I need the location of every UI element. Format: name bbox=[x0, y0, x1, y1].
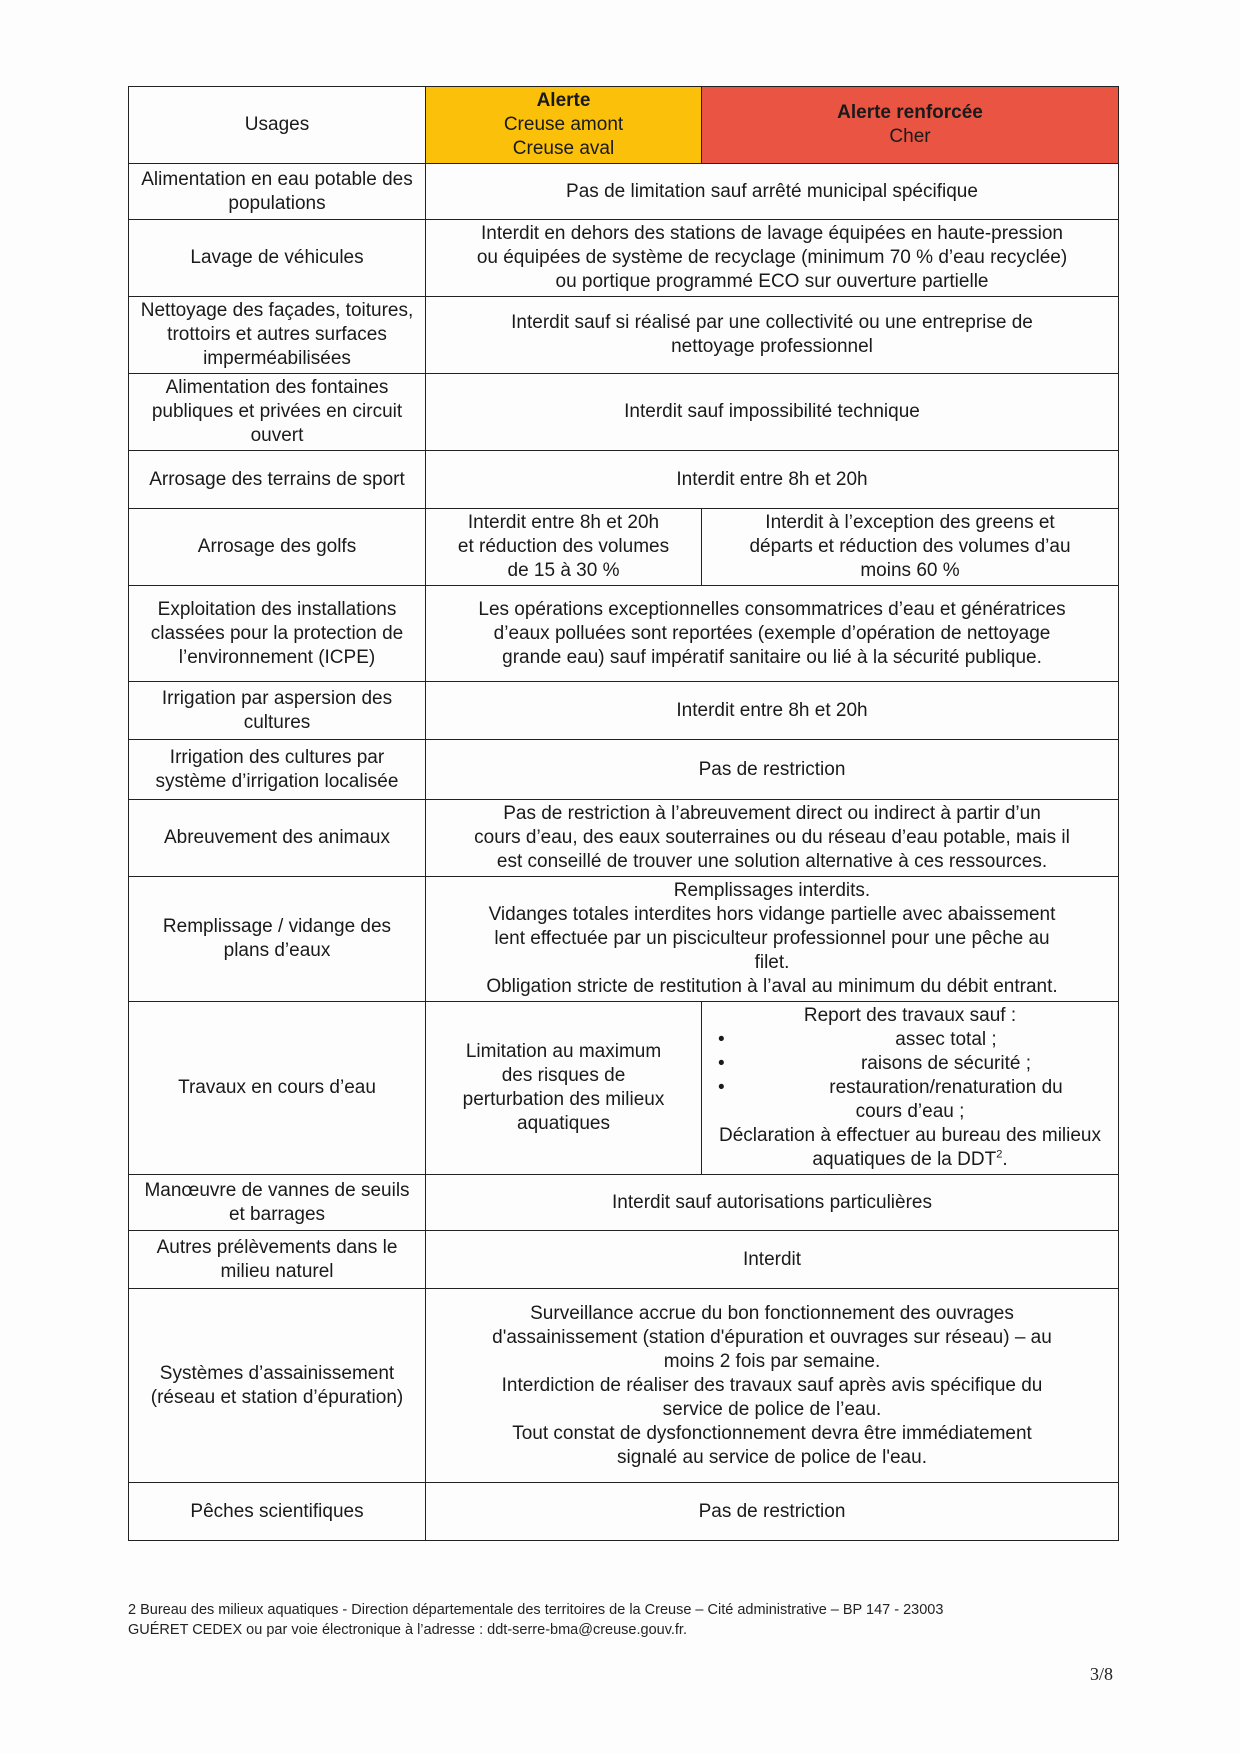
measure-cell bbox=[426, 586, 1119, 682]
usage-cell: Alimentation des fontaines publiques et privées en circuit ouvert bbox=[129, 374, 426, 451]
measure-cell: Pas de limitation sauf arrêté municipal spécifique bbox=[426, 164, 1119, 220]
usage-cell: Pêches scientifiques bbox=[129, 1483, 426, 1541]
measure-line: perturbation des milieux bbox=[462, 1089, 665, 1110]
measure-line: Les opérations exceptionnelles consommatrices d’eau et génératrices bbox=[478, 598, 1066, 620]
list-item: • restauration/renaturation du bbox=[712, 1076, 1108, 1100]
measure-line: Interdiction de réaliser des travaux sauf après avis spécifique du bbox=[501, 1374, 1043, 1396]
usage-cell: Travaux en cours d’eau bbox=[129, 1002, 426, 1175]
measure-cell: Pas de restriction bbox=[426, 740, 1119, 800]
alerte-measure-cell bbox=[426, 509, 702, 586]
usage-cell: Manœuvre de vannes de seuils et barrages bbox=[129, 1175, 426, 1231]
measure-cell bbox=[426, 297, 1119, 374]
table-row bbox=[129, 374, 1119, 451]
table-row bbox=[129, 682, 1119, 740]
usage-cell: Irrigation des cultures par système d’irrigation localisée bbox=[129, 740, 426, 800]
measure-line: cours d’eau, des eaux souterraines ou du réseau d’eau potable, mais il bbox=[474, 827, 1070, 848]
measure-line: et réduction des volumes bbox=[457, 536, 670, 557]
measure-line: Interdit à l’exception des greens et bbox=[765, 512, 1055, 533]
measure-line: est conseillé de trouver une solution alternative à ces ressources. bbox=[496, 851, 1048, 872]
measure-line: Pas de restriction à l’abreuvement direct ou indirect à partir d’un bbox=[503, 803, 1041, 824]
table-row bbox=[129, 1175, 1119, 1231]
measure-line: service de police de l’eau. bbox=[662, 1398, 882, 1420]
table-row bbox=[129, 1483, 1119, 1541]
table-row bbox=[129, 1002, 1119, 1175]
table-row bbox=[129, 877, 1119, 1002]
measure-line: filet. bbox=[754, 952, 790, 973]
measure-cell: Interdit entre 8h et 20h bbox=[426, 682, 1119, 740]
header-alerte-zone: Creuse aval bbox=[512, 138, 615, 159]
measure-cell bbox=[426, 877, 1119, 1002]
declaration-line bbox=[712, 1124, 1108, 1172]
alerte-measure-cell bbox=[426, 1002, 702, 1175]
measure-line: d’eaux polluées sont reportées (exemple d’opération de nettoyage bbox=[493, 622, 1051, 644]
table-row bbox=[129, 740, 1119, 800]
measure-line: cours d’eau ; bbox=[855, 1101, 965, 1122]
header-usages: Usages bbox=[129, 87, 426, 164]
measure-line: moins 2 fois par semaine. bbox=[663, 1350, 881, 1372]
measure-cell: Interdit entre 8h et 20h bbox=[426, 451, 1119, 509]
table-row bbox=[129, 800, 1119, 877]
table-row bbox=[129, 586, 1119, 682]
usage-cell: Irrigation par aspersion des cultures bbox=[129, 682, 426, 740]
measure-line: Vidanges totales interdites hors vidange partielle avec abaissement bbox=[488, 904, 1056, 925]
footnote bbox=[128, 1600, 1128, 1640]
usage-cell: Remplissage / vidange des plans d’eaux bbox=[129, 877, 426, 1002]
list-item: • raisons de sécurité ; bbox=[712, 1052, 1108, 1076]
measure-line: grande eau) sauf impératif sanitaire ou lié à la sécurité publique. bbox=[502, 646, 1042, 668]
footnote-ref: 2 bbox=[996, 1148, 1003, 1161]
renforcee-measure-cell bbox=[702, 509, 1119, 586]
table-row bbox=[129, 509, 1119, 586]
measure-line: départs et réduction des volumes d’au bbox=[749, 536, 1071, 557]
table-row bbox=[129, 164, 1119, 220]
measure-line: signalé au service de police de l'eau. bbox=[617, 1446, 927, 1468]
header-alerte bbox=[426, 87, 702, 164]
usage-cell: Abreuvement des animaux bbox=[129, 800, 426, 877]
usage-cell: Lavage de véhicules bbox=[129, 220, 426, 297]
usage-cell: Systèmes d’assainissement (réseau et station d’épuration) bbox=[129, 1289, 426, 1483]
measure-line: Interdit entre 8h et 20h bbox=[467, 512, 660, 533]
table-row bbox=[129, 1231, 1119, 1289]
table-row bbox=[129, 451, 1119, 509]
measure-line: Tout constat de dysfonctionnement devra être immédiatement bbox=[512, 1422, 1032, 1444]
usage-cell: Arrosage des golfs bbox=[129, 509, 426, 586]
measure-line: Obligation stricte de restitution à l’aval au minimum du débit entrant. bbox=[486, 976, 1058, 997]
measure-line: Interdit en dehors des stations de lavage équipées en haute-pression bbox=[480, 223, 1063, 244]
measure-line: moins 60 % bbox=[860, 560, 960, 581]
measure-line: de 15 à 30 % bbox=[507, 560, 620, 581]
renforcee-measure-cell bbox=[702, 1002, 1119, 1175]
measure-cell: Interdit sauf autorisations particulières bbox=[426, 1175, 1119, 1231]
measure-line: d'assainissement (station d'épuration et ouvrages sur réseau) – au bbox=[492, 1326, 1052, 1348]
header-alerte-title: Alerte bbox=[536, 90, 591, 111]
table-row bbox=[129, 220, 1119, 297]
usage-cell: Exploitation des installations classées pour la protection de l’environnement (ICPE) bbox=[129, 586, 426, 682]
table-row bbox=[129, 1289, 1119, 1483]
list-item: • assec total ; bbox=[712, 1028, 1108, 1052]
measure-line: des risques de bbox=[501, 1065, 626, 1086]
measure-line: aquatiques bbox=[517, 1113, 610, 1134]
measure-cell: Pas de restriction bbox=[426, 1483, 1119, 1541]
measure-line: ou portique programmé ECO sur ouverture partielle bbox=[555, 271, 989, 292]
footnote-line: 2 Bureau des milieux aquatiques - Direction départementale des territoires de la Creuse – Cité administrative – BP 147 - 23003 bbox=[128, 1602, 944, 1618]
declaration-end: . bbox=[1002, 1149, 1008, 1170]
measure-intro: Report des travaux sauf : bbox=[803, 1005, 1017, 1026]
measure-line: ou équipées de système de recyclage (minimum 70 % d’eau recyclée) bbox=[476, 247, 1068, 268]
measure-line: lent effectuée par un pisciculteur professionnel pour une pêche au bbox=[494, 928, 1050, 949]
usage-cell: Autres prélèvements dans le milieu naturel bbox=[129, 1231, 426, 1289]
measure-cell bbox=[426, 220, 1119, 297]
measure-line: Remplissages interdits. bbox=[673, 880, 871, 901]
usage-cell: Arrosage des terrains de sport bbox=[129, 451, 426, 509]
measure-line: nettoyage professionnel bbox=[671, 336, 873, 357]
measure-cell bbox=[426, 800, 1119, 877]
exception-list bbox=[712, 1028, 1108, 1100]
measure-cell: Interdit bbox=[426, 1231, 1119, 1289]
header-alerte-renforcee bbox=[702, 87, 1119, 164]
page-number: 3/8 bbox=[1090, 1664, 1114, 1684]
header-renforcee-title: Alerte renforcée bbox=[837, 102, 983, 123]
measure-line: Limitation au maximum bbox=[465, 1041, 662, 1062]
footnote-line: GUÉRET CEDEX ou par voie électronique à l’adresse : ddt-serre-bma@creuse.gouv.fr. bbox=[128, 1622, 687, 1638]
usage-cell: Nettoyage des façades, toitures, trottoirs et autres surfaces imperméabilisées bbox=[129, 297, 426, 374]
header-alerte-zone: Creuse amont bbox=[503, 114, 624, 135]
measure-line: Interdit sauf si réalisé par une collectivité ou une entreprise de bbox=[511, 312, 1033, 333]
header-renforcee-zone: Cher bbox=[889, 126, 931, 147]
usage-cell: Alimentation en eau potable des populations bbox=[129, 164, 426, 220]
water-restrictions-table bbox=[128, 86, 1119, 1541]
declaration-text: Déclaration à effectuer au bureau des milieux aquatiques de la DDT bbox=[719, 1125, 1101, 1170]
table-header-row bbox=[129, 87, 1119, 164]
measure-cell: Interdit sauf impossibilité technique bbox=[426, 374, 1119, 451]
table-row bbox=[129, 297, 1119, 374]
measure-line: Surveillance accrue du bon fonctionnement des ouvrages bbox=[530, 1302, 1014, 1324]
measure-cell bbox=[426, 1289, 1119, 1483]
